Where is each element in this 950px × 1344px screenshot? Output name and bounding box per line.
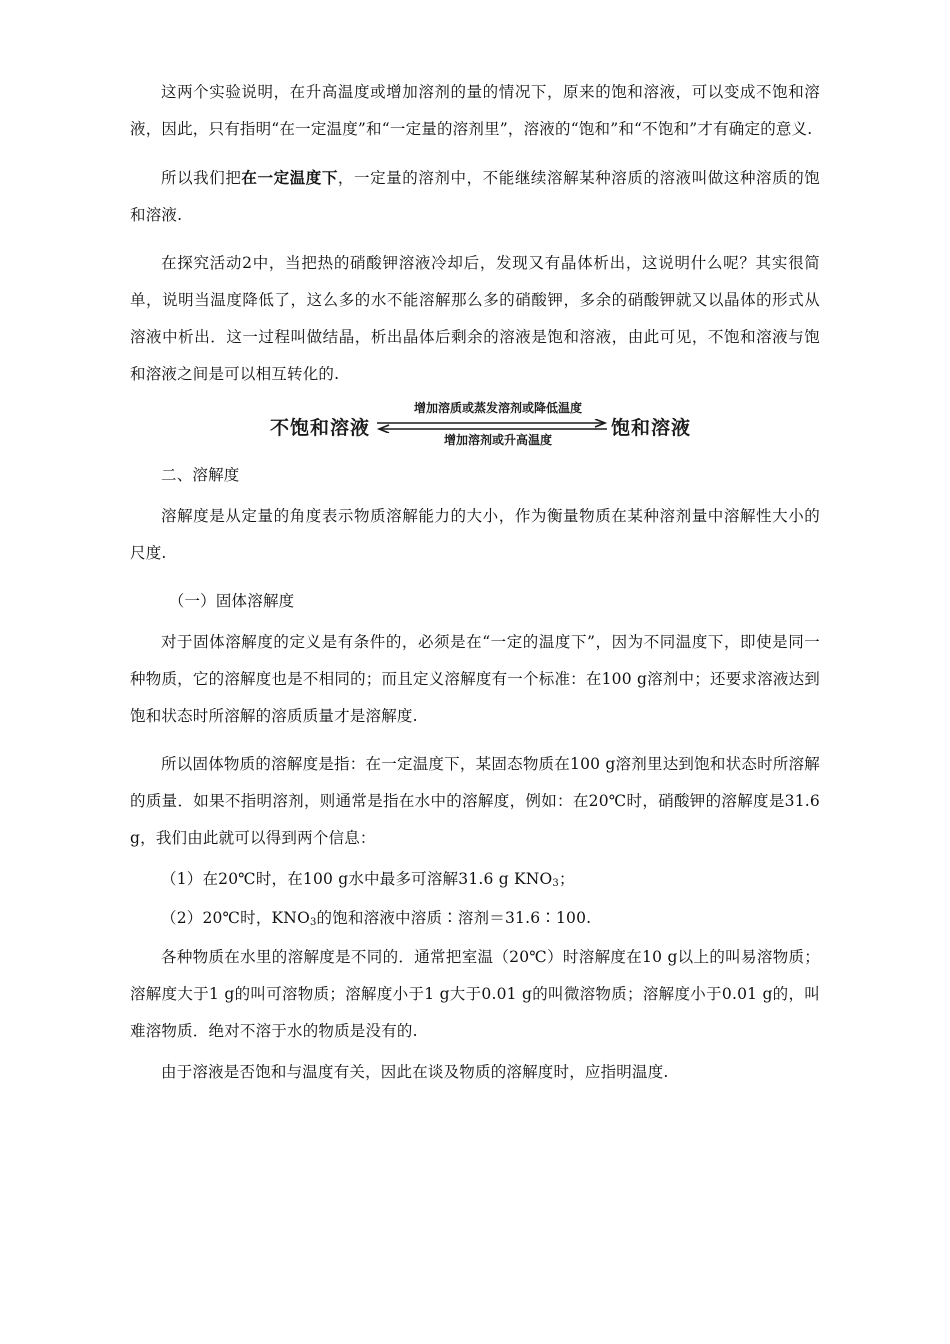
conversion-diagram <box>130 397 820 453</box>
paragraph-temperature-note: 由于溶液是否饱和与温度有关，因此在谈及物质的溶解度时，应指明温度. <box>161 1063 669 1081</box>
definition-bold-condition: 在一定温度下 <box>241 168 338 187</box>
info-item-1-end: ； <box>558 870 575 888</box>
definition-text-end: ，一定量的溶剂中，不能继续溶解某种溶质的溶液叫做这种溶质的饱和溶液. <box>130 169 820 224</box>
paragraph-solubility-intro: 溶解度是从定量的角度表示物质溶解能力的大小，作为衡量物质在某种溶剂量中溶解性大小的尺度. <box>130 507 820 562</box>
info-item-1 <box>130 861 820 898</box>
paragraph-solid-solubility-definition: 所以固体物质的溶解度是指：在一定温度下，某固态物质在100 g溶剂里达到饱和状态时所溶解的质量．如果不指明溶剂，则通常是指在水中的溶解度，例如：在20℃时，硝酸钾的溶解度是31.6 g，我们由此就可以得到两个信息： <box>130 755 820 847</box>
subheading-solid-solubility: （一）固体溶解度 <box>168 592 295 610</box>
diagram-saturated-label: 饱和溶液 <box>611 417 692 439</box>
info-item-2-text: （2）20℃时，KNO <box>161 909 310 927</box>
diagram-reverse-condition: 增加溶剂或升高温度 <box>443 433 552 447</box>
definition-text-start: 所以我们把 <box>161 169 242 187</box>
paragraph-saturation-meaning: 这两个实验说明，在升高温度或增加溶剂的量的情况下，原来的饱和溶液，可以变成不饱和溶液，因此，只有指明“在一定温度”和“一定量的溶剂里”，溶液的“饱和”和“不饱和”才有确定的意义. <box>130 83 820 138</box>
diagram-forward-condition: 增加溶质或蒸发溶剂或降低温度 <box>413 401 582 415</box>
info-item-1-subscript: 3 <box>552 878 559 889</box>
info-item-1-text: （1）在20℃时，在100 g水中最多可溶解31.6 g KNO <box>161 870 553 888</box>
info-item-2 <box>130 900 820 937</box>
document-page <box>130 74 820 1102</box>
paragraph-crystallization: 在探究活动2中，当把热的硝酸钾溶液冷却后，发现又有晶体析出，这说明什么呢？其实很简单，说明当温度降低了，这么多的水不能溶解那么多的硝酸钾，多余的硝酸钾就又以晶体的形式从溶液中析出．这一过程叫做结晶，析出晶体后剩余的溶液是饱和溶液，由此可见，不饱和溶液与饱和溶液之间是可以相互转化的. <box>130 254 820 383</box>
paragraph-saturated-definition <box>130 159 820 234</box>
paragraph-solubility-classes: 各种物质在水里的溶解度是不同的．通常把室温（20℃）时溶解度在10 g以上的叫易溶物质；溶解度大于1 g的叫可溶物质；溶解度小于1 g大于0.01 g的叫微溶物质；溶解度小于0.01 g的，叫难溶物质．绝对不溶于水的物质是没有的. <box>130 948 820 1040</box>
diagram-unsaturated-label: 不饱和溶液 <box>270 417 371 439</box>
paragraph-solid-solubility-conditions: 对于固体溶解度的定义是有条件的，必须是在“一定的温度下”，因为不同温度下，即使是同一种物质，它的溶解度也是不相同的；而且定义溶解度有一个标准：在100 g溶剂中；还要求溶液达到饱和状态时所溶解的溶质质量才是溶解度. <box>130 633 820 725</box>
info-item-2-subscript: 3 <box>309 917 317 928</box>
section-heading-solubility: 二、溶解度 <box>161 466 240 484</box>
info-item-2-end: 的饱和溶液中溶质∶溶剂＝31.6∶100. <box>316 909 592 927</box>
